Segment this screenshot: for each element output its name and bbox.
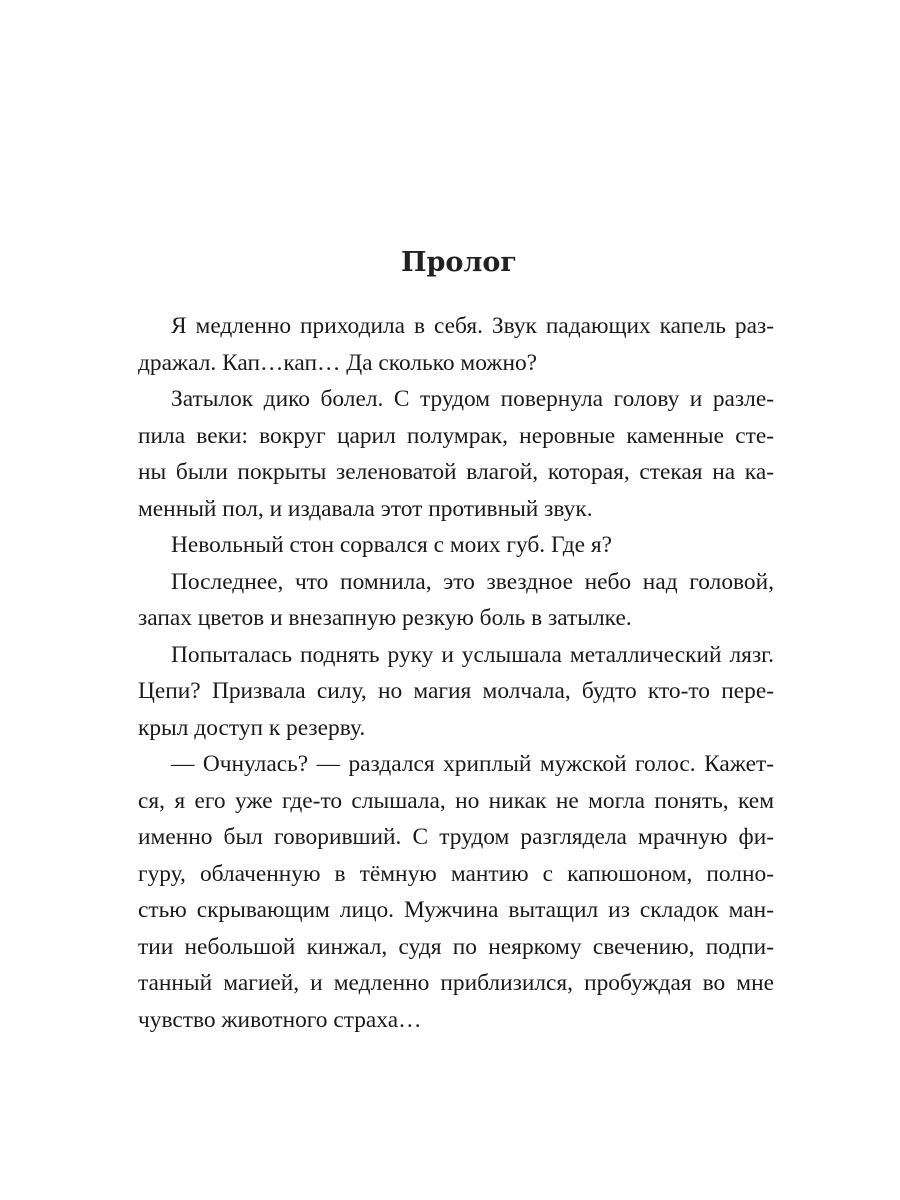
chapter-text [138, 308, 774, 1038]
chapter-title: Пролог [401, 247, 517, 278]
text-line: пила веки: вокруг царил полумрак, неровные каменные сте- [138, 422, 774, 449]
text-line: крыл доступ к резерву. [138, 714, 366, 741]
text-line: тии небольшой кинжал, судя по неяркому свечению, подпи- [138, 933, 774, 960]
text-line: именно был говоривший. С трудом разглядела мрачную фи- [138, 824, 774, 850]
text-line: чувство животного страха… [138, 1006, 422, 1033]
text-line: ся, я его уже где-то слышала, но никак не могла понять, кем [138, 787, 774, 814]
text-line: запах цветов и внезапную резкую боль в затылке. [138, 605, 632, 631]
text-line: Невольный стон сорвался с моих губ. Где я? [171, 532, 612, 558]
text-line: Цепи? Призвала силу, но магия молчала, будто кто-то пере- [138, 678, 774, 704]
text-line: гуру, облаченную в тёмную мантию с капюшоном, полно- [138, 860, 774, 887]
text-line: дражал. Кап…кап… Да сколько можно? [138, 349, 538, 376]
text-line: менный пол, и издавала этот противный звук. [138, 495, 593, 522]
text-line: Последнее, что помнила, это звездное небо над головой, [171, 568, 774, 595]
text-line: Затылок дико болел. С трудом повернула голову и разле- [171, 386, 774, 412]
text-line: танный магией, и медленно приблизился, пробуждая во мне [138, 970, 774, 996]
text-line: стью скрывающим лицо. Мужчина вытащил из складок ман- [138, 897, 774, 923]
text-line: Я медленно приходила в себя. Звук падающих капель раз- [171, 313, 774, 339]
text-line: — Очнулась? — раздался хриплый мужской голос. Кажет- [171, 751, 774, 777]
text-line: Попыталась поднять руку и услышала металлический лязг. [171, 641, 774, 668]
text-line: ны были покрыты зеленоватой влагой, которая, стекая на ка- [138, 459, 774, 485]
